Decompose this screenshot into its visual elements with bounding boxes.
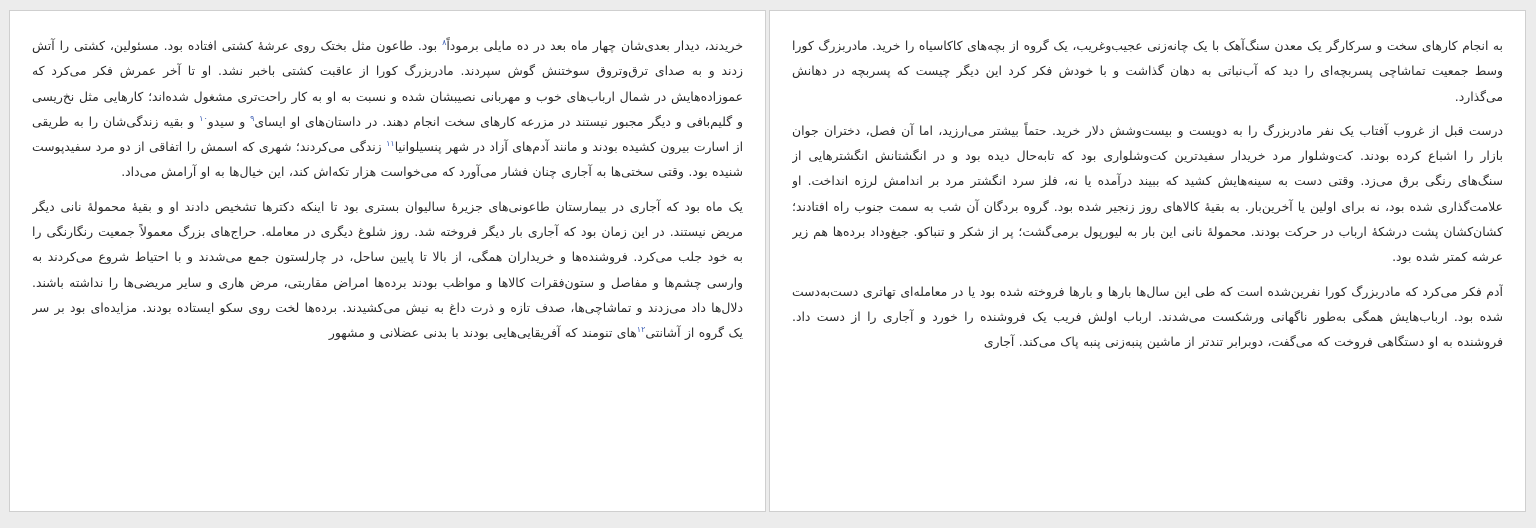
footnote-marker[interactable]: ۱۱ [386,139,395,149]
text-run: و سیدو [207,113,251,129]
left-page[interactable] [9,10,766,512]
paragraph [32,194,743,346]
footnote-marker[interactable]: ۸ [442,37,447,47]
text-run: خریدند، دیدار بعدی‌شان چهار ماه بعد در ده مایلی برموداً [446,38,743,53]
text-run: آدم فکر می‌کرد که مادربزرگ کورا نفرین‌شده است که طی این سال‌ها بارها و بارها فروخته شده بود یا در معامله‌ای تهاتری دست‌به‌دست شده بود. ارباب‌هایش همگی به‌طور ناگهانی ورشکست می‌شدند. ارباب اولش فریب یک فروشنده را خورد و آجاری را از دست داد. فروشنده به او دستگاهی فروخت که می‌گفت، دوبرابر تندتر از ماشین پنبه‌زنی پنبه پاک می‌کند. آجاری [792,283,1503,350]
paragraph [32,33,743,185]
text-run: یک ماه بود که آجاری در بیمارستان طاعونی‌های جزیرهٔ سالیوان بستری بود تا اینکه دکترها تشخیص دادند او و بقیهٔ محمولهٔ نانی دیگر مریض نیستند. در این زمان بود که آجاری بار دیگر فروخته شد. روز شلوغ دیگری در معامله. حراج‌های بزرگ معمولاً جمعیت رنگارنگی را به خود جلب می‌کرد. فروشنده‌ها و خریداران همگی، از بالا تا پایین ساحل، در چارلستون جمع می‌شدند و با احتیاط شروع می‌کردند به وارسی چشم‌ها و مفاصل و ستون‌فقرات کالاها و مواظب بودند برده‌ها امراض مقاربتی، مرض هاری و سایر مریضی‌ها را نداشته باشند. دلال‌ها داد می‌زدند و تماشاچی‌ها، صدف تازه و ذرت داغ به نیش می‌کشیدند. برده‌ها لخت روی سکو ایستاده بودند. مزایده‌ای بود بر سر یک گروه از آشانتی [32,198,743,341]
right-page-text [792,33,1503,503]
text-run: و بقیه زندگی‌شان را به طریقی از اسارت بیرون کشیده بودند و مانند آدم‌های آزاد در شهر پنسیلوانیا [32,113,743,155]
footnote-marker[interactable]: ۹ [250,113,255,123]
text-run: بود. طاعون مثل بختک روی عرشهٔ کشتی افتاده بود. مسئولین، کشتی را آتش زدند و به صدای ترق‌وتروق سوختنش گوش سپردند. مادربزرگ کورا از عاقبت کشتی باخبر نشد. او تا آخر عمرش فکر می‌کرد که عموزاده‌هایش در شمال ارباب‌های خوب و مهربانی نصیبشان شده و نسبت به او به کار راحت‌تری مشغول شده‌اند؛ کارهایی مثل نخ‌ریسی و گلیم‌بافی و دیگر مجبور نیستند در مزرعه کارهای سخت انجام دهند. در داستان‌های او ایسای [32,38,743,129]
footnote-marker[interactable]: ۱۰ [199,113,208,123]
left-page-text [32,33,743,503]
text-run: درست قبل از غروب آفتاب یک نفر مادربزرگ را به دویست و بیست‌وشش دلار خرید. حتماً بیشتر می‌ارزید، اما آن فصل، دختران جوان بازار را اشباع کرده بودند. کت‌وشلوار مرد خریدار سفیدترین کت‌وشلواری بود که تابه‌حال دیده بود و در انگشتانش انگشترهایی از سنگ‌های رنگی برق می‌زد. وقتی دست به سینه‌هایش کشید که ببیند درآمده یا نه، فلز سرد انگشتر مرد بر اندامش لرزه انداخت. او علامت‌گذاری شده بود، نه برای اولین یا آخرین‌بار. به بقیهٔ کالاهای روز زنجیر شده بود. گروه بردگان آن شب به سمت جنوب راه افتادند؛ کشان‌کشان پشت درشکهٔ ارباب در حرکت بودند. محمولهٔ نانی این بار به لیورپول برمی‌گشت؛ پر از شکر و تنباکو. جیغ‌وداد برده‌ها هم زیر عرشه کمتر شده بود. [792,122,1503,265]
book-spread [9,10,1526,512]
paragraph [792,279,1503,355]
paragraph [792,33,1503,109]
paragraph [792,118,1503,270]
right-page[interactable] [769,10,1526,512]
text-run: های تنومند که آفریقایی‌هایی بودند با بدنی عضلانی و مشهور [328,325,637,341]
footnote-marker[interactable]: ۱۲ [636,325,646,335]
text-run: به انجام کارهای سخت و سرکارگر یک معدن سنگ‌آهک با یک چانه‌زنی عجیب‌وغریب، یک گروه از بچه‌های کاکاسیاه را خرید. مادربزرگ کورا وسط جمعیت تماشاچی پسربچه‌ای را دید که آب‌نباتی به دهان گذاشت و با خودش فکر کرد این دیگر چیست که پسربچه در دهانش می‌گذارد. [792,38,1503,104]
text-run: زندگی می‌کردند؛ شهری که اسمش را اتفاقی از دو مرد سفیدپوست شنیده بود. وقتی سختی‌ها به آجاری چنان فشار می‌آورد که می‌خواست هزار تکه‌اش کند، این خیال‌ها به او آرامش می‌داد. [32,139,743,180]
